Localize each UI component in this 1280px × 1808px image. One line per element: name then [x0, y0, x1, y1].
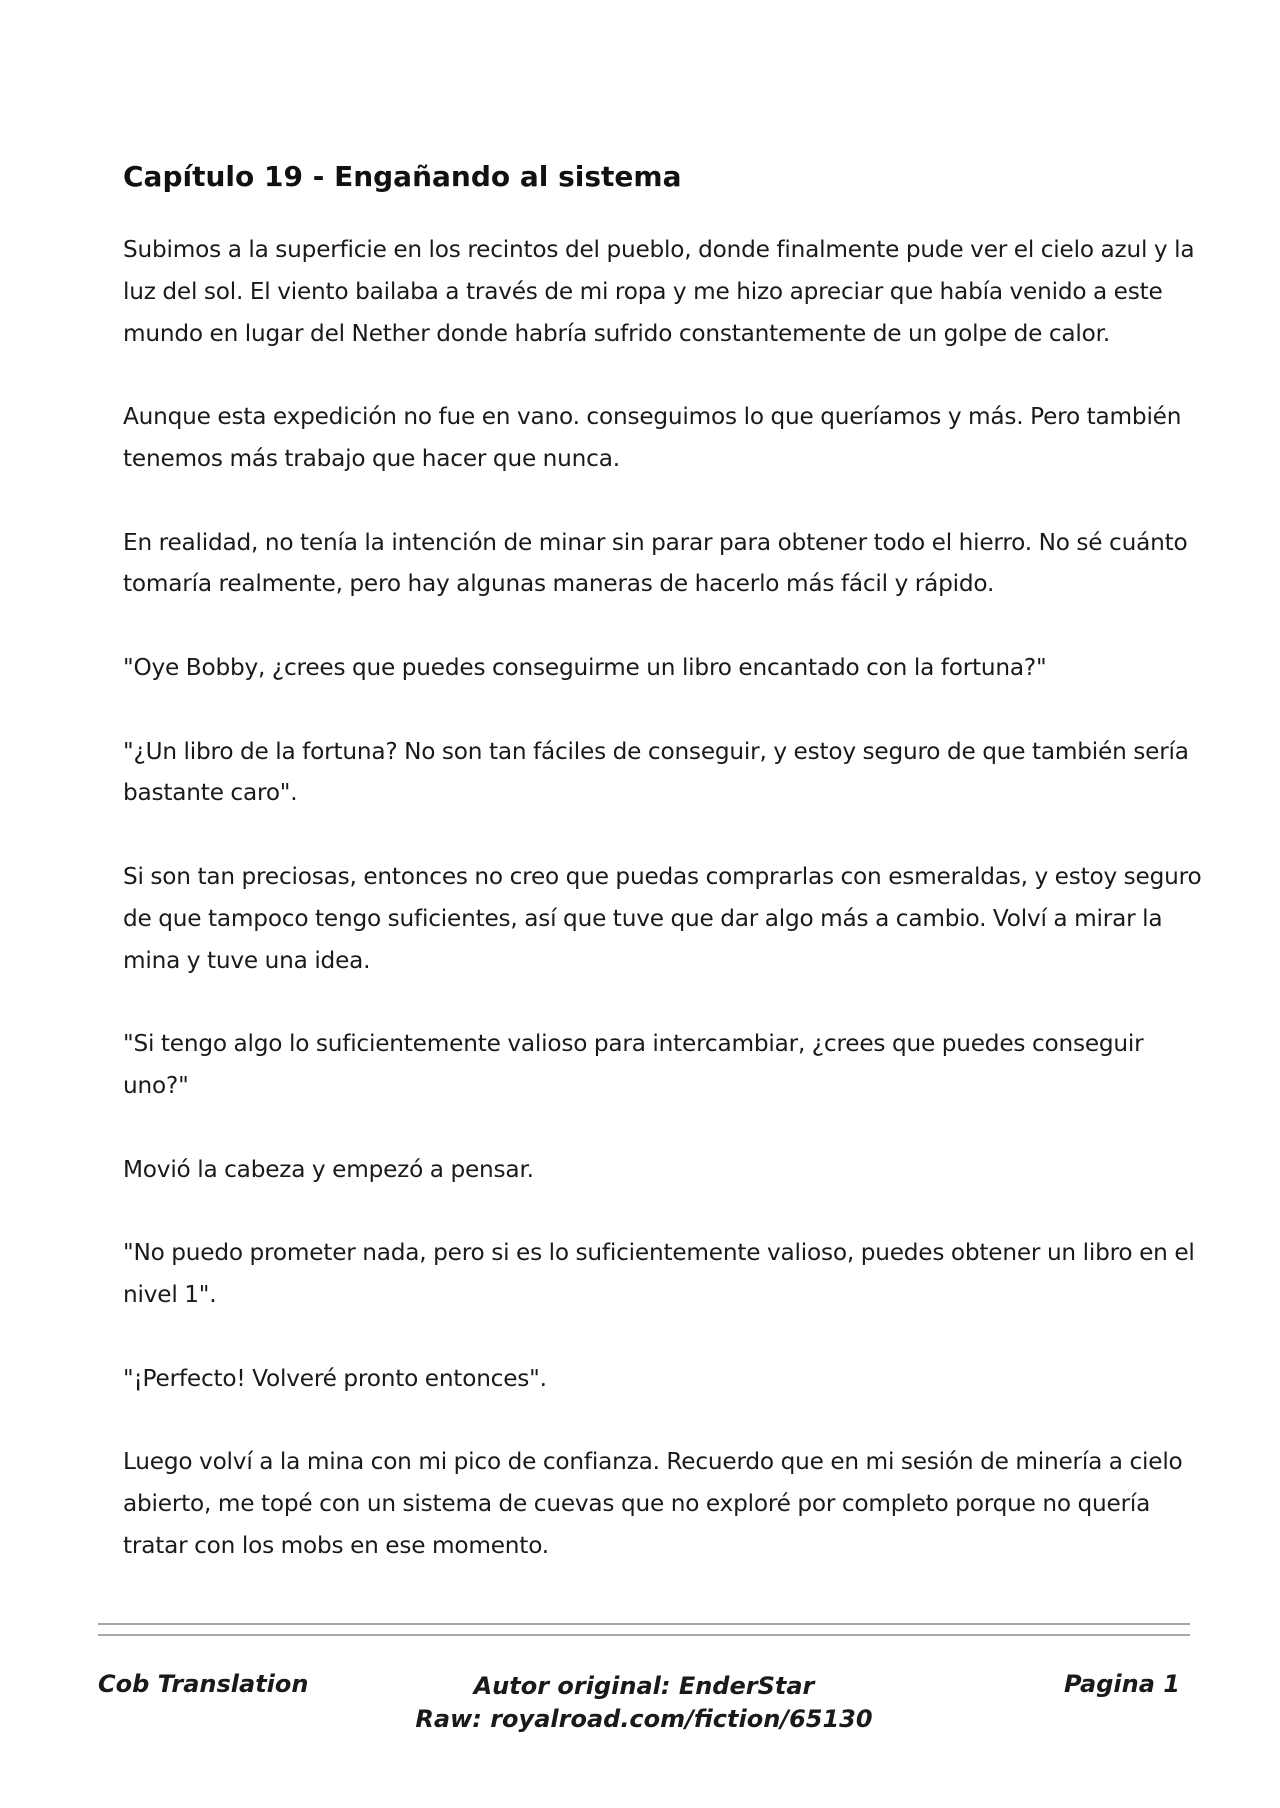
chapter-title: Capítulo 19 - Engañando al sistema — [123, 160, 682, 193]
paragraph: "¡Perfecto! Volveré pronto entonces". — [123, 1364, 547, 1392]
footer-page-number: Pagina 1 — [1064, 1670, 1180, 1698]
page-content — [123, 155, 1203, 1608]
footer-divider-top — [98, 1623, 1190, 1625]
paragraph: "¿Un libro de la fortuna? No son tan fáciles de conseguir, y estoy seguro de que también sería bastante caro". — [123, 737, 1189, 807]
paragraph: Si son tan preciosas, entonces no creo que puedas comprarlas con esmeraldas, y estoy seguro de que tampoco tengo suficientes, así que tuve que dar algo más a cambio. Volví a mirar la mina y tuve una idea. — [123, 862, 1202, 974]
paragraph: Luego volví a la mina con mi pico de confianza. Recuerdo que en mi sesión de minería a cielo abierto, me topé con un sistema de cuevas que no exploré por completo porque no quería tratar con los mobs en ese momento. — [123, 1448, 1183, 1559]
paragraph: Aunque esta expedición no fue en vano. conseguimos lo que queríamos y más. Pero también tenemos más trabajo que hacer que nunca. — [123, 403, 1182, 472]
paragraph: Movió la cabeza y empezó a pensar. — [123, 1155, 534, 1183]
paragraph: Subimos a la superficie en los recintos del pueblo, donde finalmente pude ver el cielo azul y la luz del sol. El viento bailaba a través de mi ropa y me hizo apreciar que había venido a este mundo en lugar del Nether donde habría sufrido constantemente de un golpe de calor. — [123, 236, 1195, 347]
footer-author: Autor original: EnderStar — [473, 1672, 815, 1700]
paragraph: "No puedo prometer nada, pero si es lo suficientemente valioso, puedes obtener un libro en el nivel 1". — [123, 1239, 1195, 1308]
footer-translator: Cob Translation — [98, 1670, 309, 1698]
paragraph: "Si tengo algo lo suficientemente valioso para intercambiar, ¿crees que puedes conseguir uno?" — [123, 1030, 1144, 1099]
paragraph: "Oye Bobby, ¿crees que puedes conseguirme un libro encantado con la fortuna?" — [123, 653, 1047, 681]
page-footer — [98, 1664, 1190, 1754]
footer-divider-bottom — [98, 1634, 1190, 1636]
paragraph: En realidad, no tenía la intención de minar sin parar para obtener todo el hierro. No sé cuánto tomaría realmente, pero hay algunas maneras de hacerlo más fácil y rápido. — [123, 528, 1188, 598]
footer-credits — [98, 1670, 1190, 1736]
footer-raw-source: Raw: royalroad.com/fiction/65130 — [415, 1705, 873, 1733]
